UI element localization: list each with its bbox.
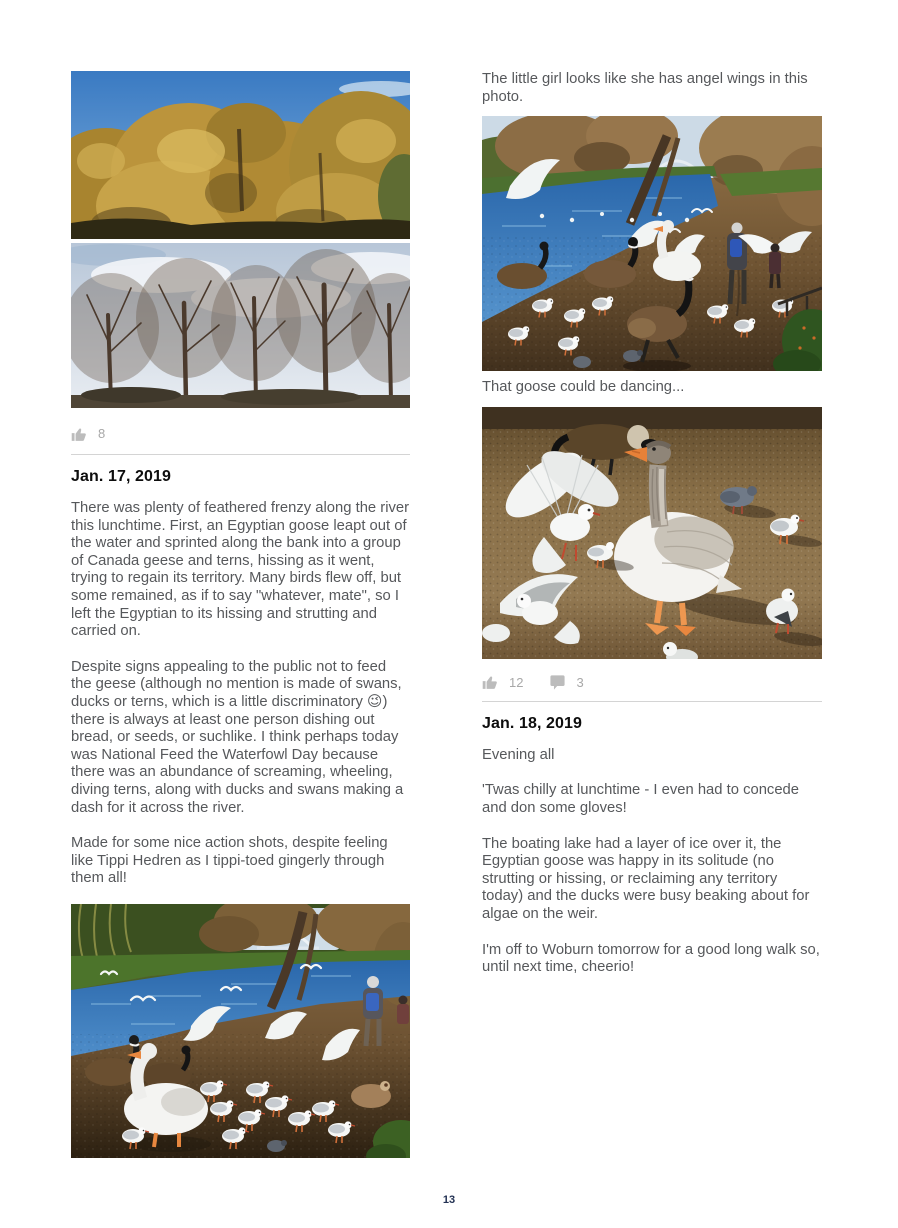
- comment-count: 3: [576, 674, 584, 690]
- photo-autumn-trees: [71, 71, 410, 239]
- left-column: [71, 71, 410, 1158]
- comment-icon: [549, 674, 566, 691]
- photo-caption: The little girl looks like she has angel wings in this photo.: [482, 71, 808, 105]
- post-date-jan17: Jan. 17, 2019: [71, 468, 172, 485]
- post-paragraph: I'm off to Woburn tomorrow for a good long walk so, until next time, cheerio!: [482, 941, 820, 976]
- thumbs-up-icon: [482, 674, 499, 691]
- post-paragraph: 'Twas chilly at lunchtime - I even had to concede and don some gloves!: [482, 782, 800, 816]
- child-figure: [397, 995, 409, 1024]
- like-row-previous-post: [71, 424, 410, 444]
- like-group: [482, 673, 523, 693]
- post-paragraph: Despite signs appealing to the public not to feed the geese (although no mention is made of swans, ducks or terns, which is a little discriminatory 😉) there is always at least one person dishing out bread, or seeds, or suchlike. I think perhaps today was National Feed the Waterfowl Day because there was an abundance of screaming, wheeling, diving terns, along with ducks and swans making a dash for it across the river.: [71, 658, 404, 816]
- post-paragraph: Made for some nice action shots, despite feeling like Tippi Hedren as I tippi-toed gingerly through them all!: [71, 835, 388, 887]
- photo-winter-bare-trees: [71, 243, 410, 408]
- like-count: 12: [509, 674, 524, 690]
- like-group: [71, 424, 105, 444]
- post-divider: [482, 701, 822, 702]
- post-paragraph: Evening all: [482, 746, 555, 763]
- like-comment-row: [482, 673, 822, 693]
- photo-river-path-angel-wings: [482, 116, 822, 371]
- page-number: 13: [442, 1194, 456, 1206]
- comment-group: [549, 673, 583, 693]
- post-paragraph: There was plenty of feathered frenzy along the river this lunchtime. First, an Egyptian goose leapt out of the water and sprinted along the bank into a group of Canada geese and terns, hissing as it went, trying to regain its territory. Many birds flew off, but some remained, as if to say "whatever, mate", so I left the Egyptian to its hissing and strutting and carried on.: [71, 500, 410, 640]
- post-date-jan18: Jan. 18, 2019: [482, 714, 583, 732]
- post-divider: [71, 454, 410, 455]
- photo-dancing-goose: [482, 407, 822, 659]
- photo-riverbank-feeding-frenzy: [71, 904, 410, 1158]
- thumbs-up-icon: [71, 426, 88, 443]
- right-column: [482, 71, 822, 977]
- like-count: 8: [98, 426, 106, 441]
- post-paragraph: The boating lake had a layer of ice over it, the Egyptian goose was happy in its solitude (no strutting or hissing, or reclaiming any territory today) and the ducks were busy beaking about for algae on the weir.: [482, 835, 810, 922]
- photo-caption: That goose could be dancing...: [482, 379, 685, 396]
